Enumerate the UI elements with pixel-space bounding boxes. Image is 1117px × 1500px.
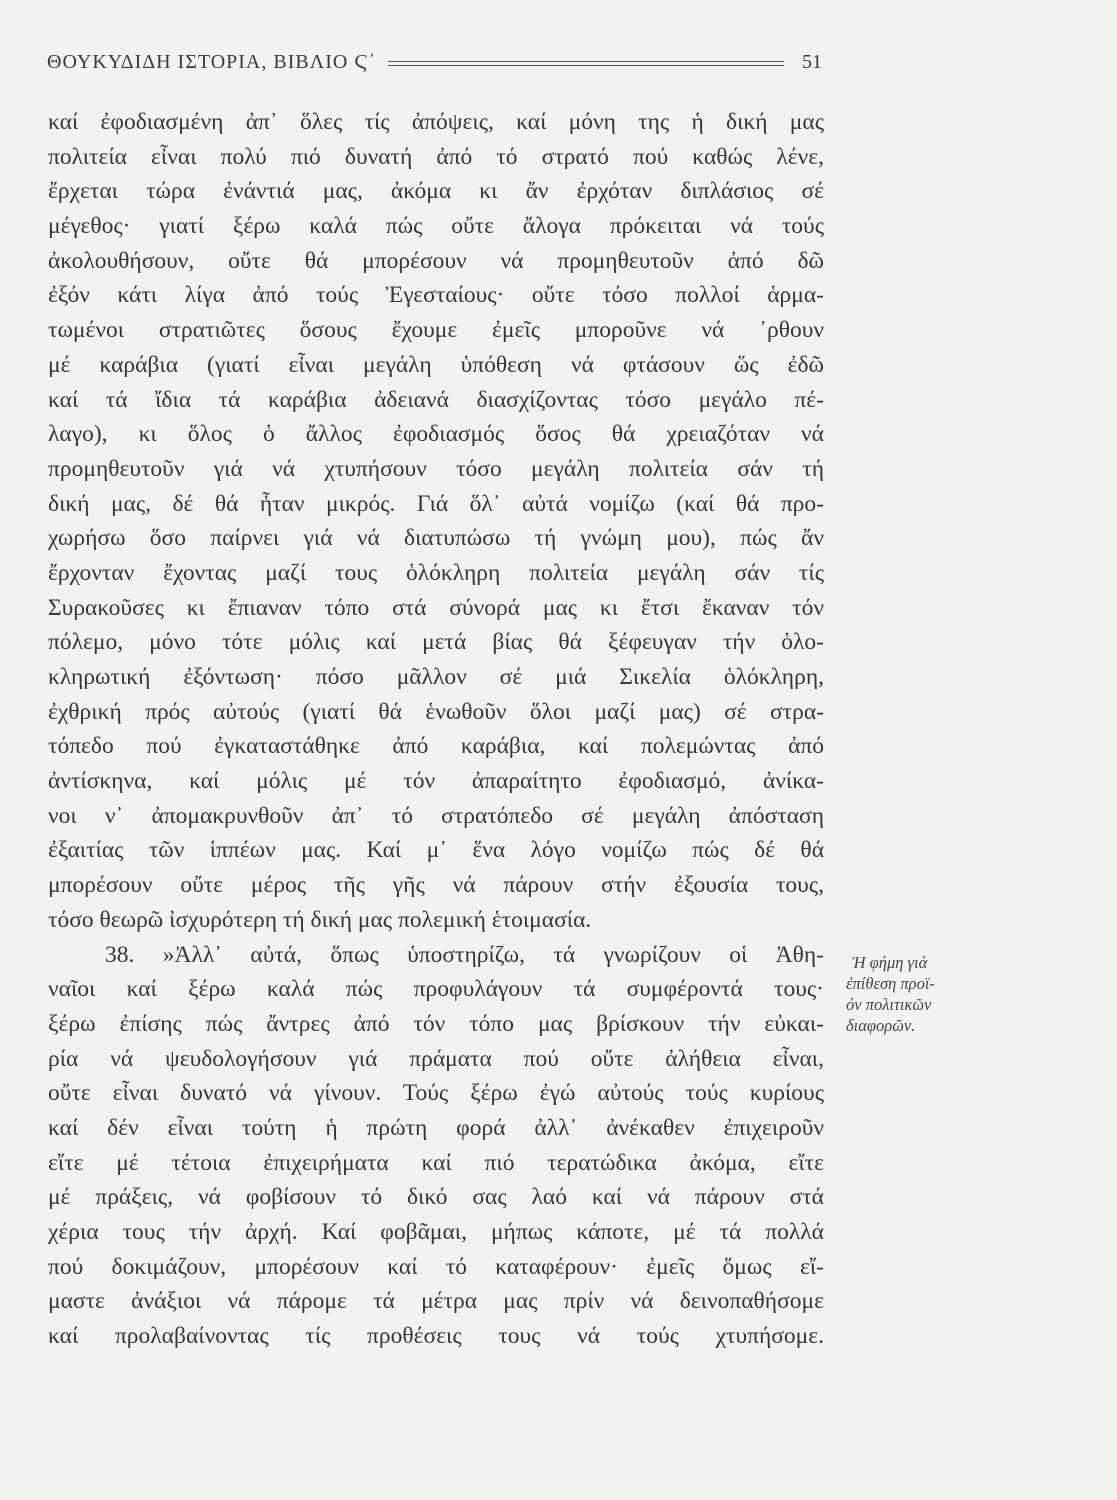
text-line: καί δέν εἶναι τούτη ἡ πρώτη φορά ἀλλ᾽ ἀνέκαθεν ἐπιχειροῦν	[48, 1114, 824, 1141]
text-line: τωμένοι στρατιῶτες ὅσους ἔχουμε ἐμεῖς μποροῦνε νά ᾽ρθουν	[48, 317, 824, 344]
margin-note-line: διαφορῶν.	[846, 1016, 916, 1035]
margin-note-line: Ἡ φήμη γιά	[852, 953, 928, 972]
text-line: ἀντίσκηνα, καί μόλις μέ τόν ἀπαραίτητο ἐφοδιασμό, ἀνίκα-	[48, 768, 824, 795]
text-line: νοι ν᾽ ἀπομακρυνθοῦν ἀπ᾽ τό στρατόπεδο σέ μεγάλη ἀπόσταση	[48, 802, 824, 829]
text-line: ἔρχονταν ἔχοντας μαζί τους ὁλόκληρη πολιτεία μεγάλη σάν τίς	[48, 559, 824, 586]
text-line: καί προλαβαίνοντας τίς προθέσεις τους νά τούς χτυπήσομε.	[48, 1323, 824, 1350]
text-line: ἐξόν κάτι λίγα ἀπό τούς Ἐγεσταίους· οὔτε τόσο πολλοί ἁρμα-	[48, 282, 824, 309]
text-line: πολιτεία εἶναι πολύ πιό δυνατή ἀπό τό στρατό πού καθώς λένε,	[48, 143, 824, 170]
text-line: μέγεθος· γιατί ξέρω καλά πώς οὔτε ἄλογα πρόκειται νά τούς	[48, 213, 824, 240]
text-line: λαγο), κι ὅλος ὁ ἄλλος ἐφοδιασμός ὅσος θά χρειαζόταν νά	[48, 421, 824, 448]
text-line: μέ καράβια (γιατί εἶναι μεγάλη ὑπόθεση νά φτάσουν ὥς ἐδῶ	[48, 351, 824, 378]
text-line: οὔτε εἶναι δυνατό νά γίνουν. Τούς ξέρω ἐγώ αὐτούς τούς κυρίους	[48, 1080, 824, 1107]
text-line: κληρωτική ἐξόντωση· πόσο μᾶλλον σέ μιά Σικελία ὁλόκληρη,	[48, 664, 824, 690]
text-line: ναῖοι καί ξέρω καλά πώς προφυλάγουν τά συμφέροντά τους·	[48, 976, 824, 1003]
margin-note-line: όν πολιτικῶν	[846, 995, 932, 1014]
text-line: μπορέσουν οὔτε μέρος τῆς γῆς νά πάρουν στήν ἐξουσία τους,	[48, 872, 824, 899]
running-header	[47, 45, 822, 79]
chapter-38-first-line: 38. »Ἀλλ᾽ αὐτά, ὅπως ὑποστηρίζω, τά γνωρίζουν οἱ Ἀθη-	[105, 941, 824, 968]
margin-note	[846, 952, 976, 1036]
text-line: πού δοκιμάζουν, μπορέσουν καί τό καταφέρουν· ἐμεῖς ὅμως εἴ-	[48, 1253, 824, 1280]
text-line: μαστε ἀνάξιοι νά πάρομε τά μέτρα μας πρίν νά δεινοπαθήσομε	[48, 1288, 824, 1315]
text-line: δική μας, δέ θά ἦταν μικρός. Γιά ὅλ᾽ αὐτά νομίζω (καί θά προ-	[48, 490, 824, 517]
text-line: καί τά ἴδια τά καράβια ἀδειανά διασχίζοντας τόσο μεγάλο πέ-	[48, 386, 824, 413]
text-line: ἀκολουθήσουν, οὔτε θά μπορέσουν νά προμηθευτοῦν ἀπό δῶ	[48, 247, 824, 274]
text-line: χέρια τους τήν ἀρχή. Καί φοβᾶμαι, μήπως κάποτε, μέ τά πολλά	[48, 1219, 824, 1245]
text-line: ξέρω ἐπίσης πώς ἄντρες ἀπό τόν τόπο μας βρίσκουν τήν εὐκαι-	[48, 1010, 824, 1037]
text-line: μέ πράξεις, νά φοβίσουν τό δικό σας λαό καί νά πάρουν στά	[48, 1184, 824, 1211]
text-line: ρία νά ψευδολογήσουν γιά πράματα πού οὔτε ἀλήθεια εἶναι,	[48, 1045, 824, 1072]
text-line: χωρήσω ὅσο παίρνει γιά νά διατυπώσω τή γνώμη μου), πώς ἄν	[48, 525, 824, 552]
text-line: εἴτε μέ τέτοια ἐπιχειρήματα καί πιό τερατώδικα ἀκόμα, εἴτε	[48, 1149, 824, 1176]
text-line: προμηθευτοῦν γιά νά χτυπήσουν τόσο μεγάλη πολιτεία σάν τή	[48, 455, 824, 482]
header-double-rule	[388, 61, 784, 66]
text-line: πόλεμο, μόνο τότε μόλις καί μετά βίας θά ξέφευγαν τήν ὁλο-	[48, 629, 824, 656]
margin-note-line: ἐπίθεση προϊ-	[846, 974, 935, 993]
text-line: Συρακοῦσες κι ἔπιαναν τόπο στά σύνορά μας κι ἔτσι ἔκαναν τόν	[48, 594, 824, 621]
running-title: ΘΟΥΚΥΔΙΔΗ ΙΣΤΟΡΙΑ, ΒΙΒΛΙΟ Ϛ΄	[47, 50, 377, 73]
paragraph-end-line: τόσο θεωρῶ ἰσχυρότερη τή δική μας πολεμική ἑτοιμασία.	[48, 906, 592, 933]
text-line: ἐξαιτίας τῶν ἱππέων μας. Καί μ᾽ ἕνα λόγο νομίζω πώς δέ θά	[48, 837, 824, 864]
page-number: 51	[802, 50, 822, 73]
text-line: ἔρχεται τώρα ἐνάντιά μας, ἀκόμα κι ἄν ἐρχόταν διπλάσιος σέ	[48, 178, 824, 205]
text-line: τόπεδο πού ἐγκαταστάθηκε ἀπό καράβια, καί πολεμώντας ἀπό	[48, 733, 824, 760]
text-line: καί ἐφοδιασμένη ἀπ᾽ ὅλες τίς ἀπόψεις, καί μόνη της ἡ δική μας	[48, 109, 824, 135]
text-line: ἐχθρική πρός αὐτούς (γιατί θά ἑνωθοῦν ὅλοι μαζί μας) σέ στρα-	[48, 698, 824, 725]
body-text	[48, 105, 824, 1354]
